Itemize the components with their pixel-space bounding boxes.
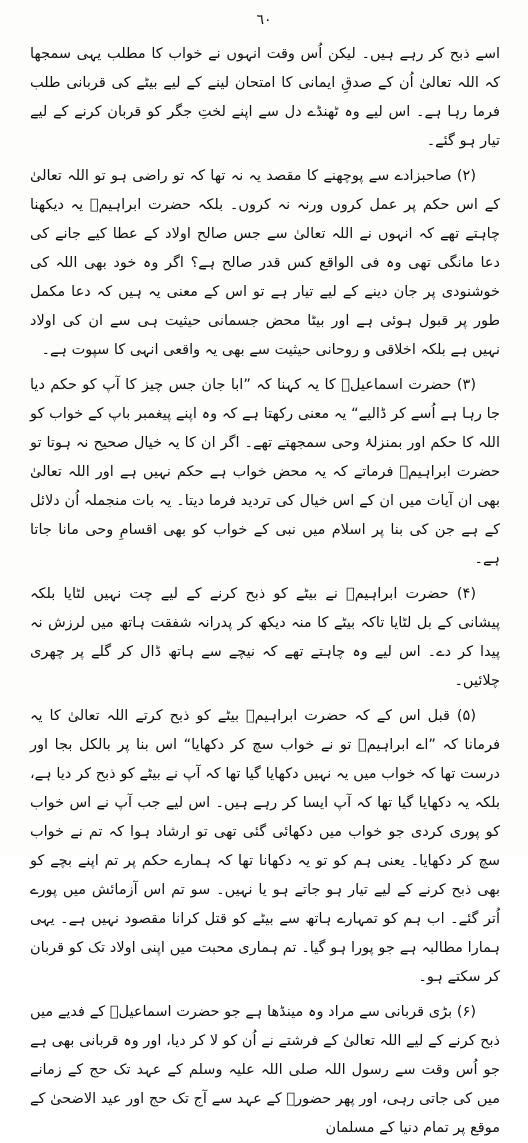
paragraph: اسے ذبح کر رہے ہیں۔ لیکن اُس وقت انہوں نے خواب کا مطلب یہی سمجھا کہ اللہ تعالیٰ اُن کے صدقِ ایمانی کا امتحان لینے کے لیے بیٹے کی قربانی طلب فرما رہا ہے۔ اس لیے وہ ٹھنڈے دل سے اپنے لختِ جگر کو قربان کرنے کے لیے تیار ہو گئے۔ xyxy=(30,46,500,149)
page-text xyxy=(30,40,500,1136)
paragraph: (۲) صاحبزادے سے پوچھنے کا مقصد یہ نہ تھا کہ تو راضی ہو تو اللہ تعالیٰ کے اس حکم پر عمل کروں ورنہ نہ کروں۔ بلکہ حضرت ابراہیمؑ یہ دیکھنا چاہتے تھے کہ انہوں نے اللہ تعالیٰ سے جس صالح اولاد کے عطا کیے جانے کی دعا مانگی تھی وہ فی الواقع کس قدر صالح ہے؟ اگر وہ خود بھی اللہ کی خوشنودی پر جان دینے کے لیے تیار ہے تو اس کے معنی یہ ہیں کہ دعا مکمل طور پر قبول ہوئی ہے اور بیٹا محض جسمانی حیثیت ہی سے ان کی اولاد نہیں ہے بلکہ اخلاقی و روحانی حیثیت سے بھی یہ واقعی انہی کا سپوت ہے۔ xyxy=(30,168,500,358)
paragraph: (۶) بڑی قربانی سے مراد وہ مینڈھا ہے جو حضرت اسماعیلؑ کے فدیے میں ذبح کرنے کے لیے اللہ تعالیٰ کے فرشتے نے اُن کو لا کر دیا، اور وہ قربانی بھی ہے جو اُس وقت سے رسول اللہ صلی اللہ علیہ وسلم کے عہد تک حج کے زمانے میں کی جاتی رہی، اور پھر حضورؐ کے عہد سے آج تک حج اور عید الاضحیٰ کے موقع پر تمام دنیا کے مسلمان xyxy=(30,1004,500,1136)
paragraph: (۴) حضرت ابراہیمؑ نے بیٹے کو ذبح کرنے کے لیے چت نہیں لٹایا بلکہ پیشانی کے بل لٹایا تاکہ بیٹے کا منہ دیکھ کر پدرانہ شفقت ہاتھ میں لرزش نہ پیدا کر دے۔ اس لیے وہ چاہتے تھے کہ نیچے سے ہاتھ ڈال کر گلے پر چھری چلائیں۔ xyxy=(30,586,500,689)
paragraph: (۵) قبل اس کے کہ حضرت ابراہیمؑ بیٹے کو ذبح کرتے اللہ تعالیٰ کا یہ فرمانا کہ ”اے ابراہیمؑ تو نے خواب سچ کر دکھایا“ اس بنا پر بالکل بجا اور درست تھا کہ خواب میں یہ نہیں دکھایا گیا تھا کہ آپ نے بیٹے کو ذبح کر دیا ہے، بلکہ یہ دکھایا گیا تھا کہ آپ ایسا کر رہے ہیں۔ اس لیے جب آپ نے اس خواب کو پوری کردی جو خواب میں دکھائی گئی تھی تو ارشاد ہوا کہ تم نے خواب سچ کر دکھایا۔ یعنی ہم کو تو یہ دکھانا تھا کہ ہمارے حکم پر تم اپنے بچے کو بھی ذبح کرنے کے لیے تیار ہو جاتے ہو یا نہیں۔ سو تم اس آزمائش میں پورے اُتر گئے۔ اب ہم کو تمہارے ہاتھ سے بیٹے کو قتل کرانا مقصود نہیں ہے۔ یہی ہمارا مطالبہ ہے جو پورا ہو گیا۔ تم ہماری محبت میں اپنی اولاد تک کو قربان کر سکتے ہو۔ xyxy=(30,708,500,985)
paragraph: (۳) حضرت اسماعیلؑ کا یہ کہنا کہ ”ابا جان جس چیز کا آپ کو حکم دیا جا رہا ہے اُسے کر ڈالیے“ یہ معنی رکھتا ہے کہ وہ اپنے پیغمبر باپ کے خواب کو اللہ کا حکم اور بمنزلۂ وحی سمجھتے تھے۔ اگر ان کا یہ خیال صحیح نہ ہوتا تو حضرت ابراہیمؑ فرماتے کہ یہ محض خواب ہے حکم نہیں ہے اور اللہ تعالیٰ بھی ان آیات میں ان کے اس خیال کی تردید فرما دیتا۔ یہ بات منجملہ اُن دلائل کے ہے جن کی بنا پر اسلام میں نبی کے خواب کو بھی اقسامِ وحی مانا جاتا ہے۔ xyxy=(30,377,500,567)
page-number: ٦٠ xyxy=(256,12,272,28)
